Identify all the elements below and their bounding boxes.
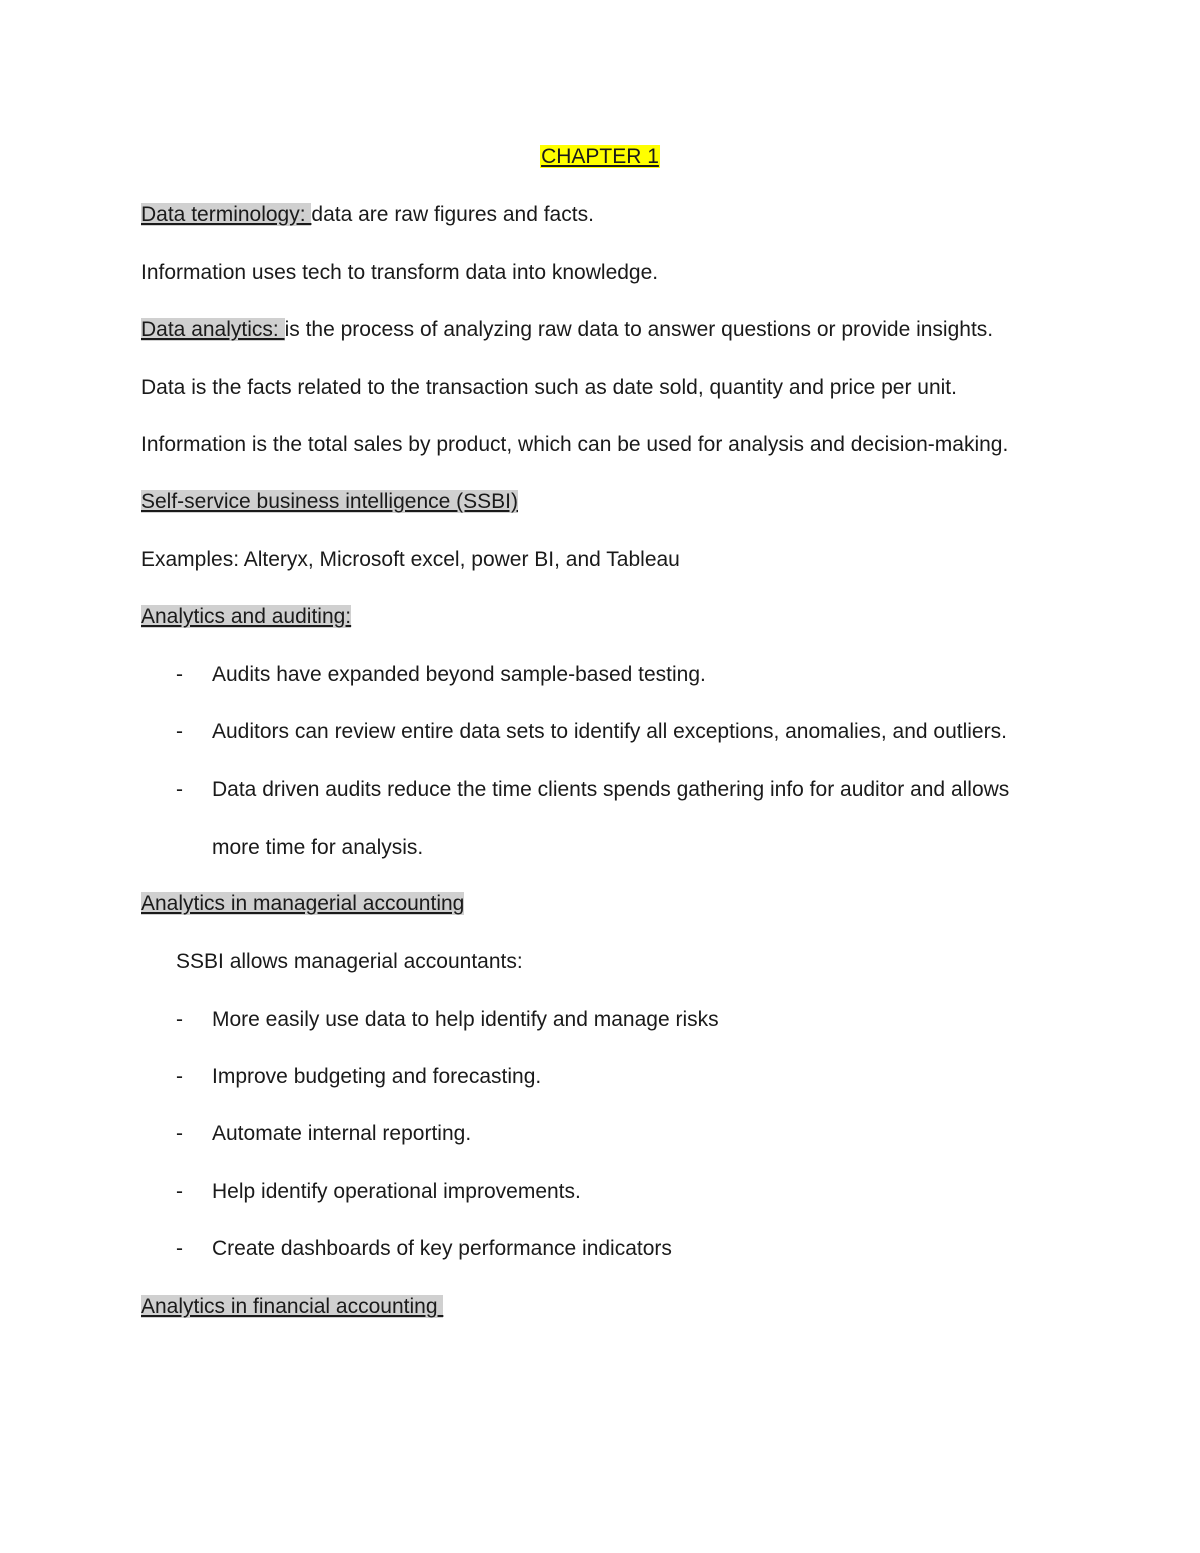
paragraph-data-terminology bbox=[141, 202, 594, 228]
term-label-data-terminology: Data terminology: bbox=[141, 203, 312, 226]
bullet-dash: - bbox=[176, 1122, 183, 1145]
audit-bullet-2: Auditors can review entire data sets to identify all exceptions, anomalies, and outliers. bbox=[212, 720, 1007, 743]
bullet-dash: - bbox=[176, 1237, 183, 1260]
term-label-data-analytics: Data analytics: bbox=[141, 318, 285, 341]
bullet-dash: - bbox=[176, 1065, 183, 1088]
managerial-bullet-1: More easily use data to help identify and manage risks bbox=[212, 1008, 719, 1031]
heading-analytics-financial bbox=[141, 1294, 443, 1320]
heading-analytics-managerial-text: Analytics in managerial accounting bbox=[141, 892, 465, 915]
managerial-bullet-4: Help identify operational improvements. bbox=[212, 1180, 581, 1203]
heading-ssbi bbox=[141, 489, 518, 515]
heading-ssbi-text: Self-service business intelligence (SSBI) bbox=[141, 490, 518, 513]
audit-bullet-3: Data driven audits reduce the time clients spends gathering info for auditor and allows bbox=[212, 778, 1010, 801]
managerial-bullet-3: Automate internal reporting. bbox=[212, 1122, 472, 1145]
managerial-bullet-2: Improve budgeting and forecasting. bbox=[212, 1065, 542, 1088]
heading-analytics-auditing-text: Analytics and auditing: bbox=[141, 605, 352, 628]
paragraph-information-sales: Information is the total sales by product, which can be used for analysis and decision-making. bbox=[141, 433, 1009, 456]
heading-analytics-auditing bbox=[141, 604, 351, 630]
bullet-dash: - bbox=[176, 663, 183, 686]
paragraph-information: Information uses tech to transform data into knowledge. bbox=[141, 261, 659, 284]
bullet-dash: - bbox=[176, 1180, 183, 1203]
chapter-title bbox=[0, 144, 1200, 170]
paragraph-data-analytics bbox=[141, 317, 993, 343]
paragraph-examples: Examples: Alteryx, Microsoft excel, power BI, and Tableau bbox=[141, 548, 680, 571]
bullet-dash: - bbox=[176, 778, 183, 801]
paragraph-data-facts: Data is the facts related to the transaction such as date sold, quantity and price per unit. bbox=[141, 376, 957, 399]
bullet-dash: - bbox=[176, 720, 183, 743]
term-definition: data are raw figures and facts. bbox=[311, 203, 594, 226]
heading-analytics-managerial bbox=[141, 891, 464, 917]
audit-bullet-3-continuation: more time for analysis. bbox=[212, 836, 424, 859]
heading-analytics-financial-text: Analytics in financial accounting bbox=[141, 1295, 444, 1318]
term-definition: is the process of analyzing raw data to answer questions or provide insights. bbox=[284, 318, 994, 341]
bullet-dash: - bbox=[176, 1008, 183, 1031]
chapter-title-text: CHAPTER 1 bbox=[541, 145, 659, 168]
managerial-bullet-5: Create dashboards of key performance indicators bbox=[212, 1237, 672, 1260]
paragraph-ssbi-allows: SSBI allows managerial accountants: bbox=[176, 950, 523, 973]
audit-bullet-1: Audits have expanded beyond sample-based testing. bbox=[212, 663, 706, 686]
